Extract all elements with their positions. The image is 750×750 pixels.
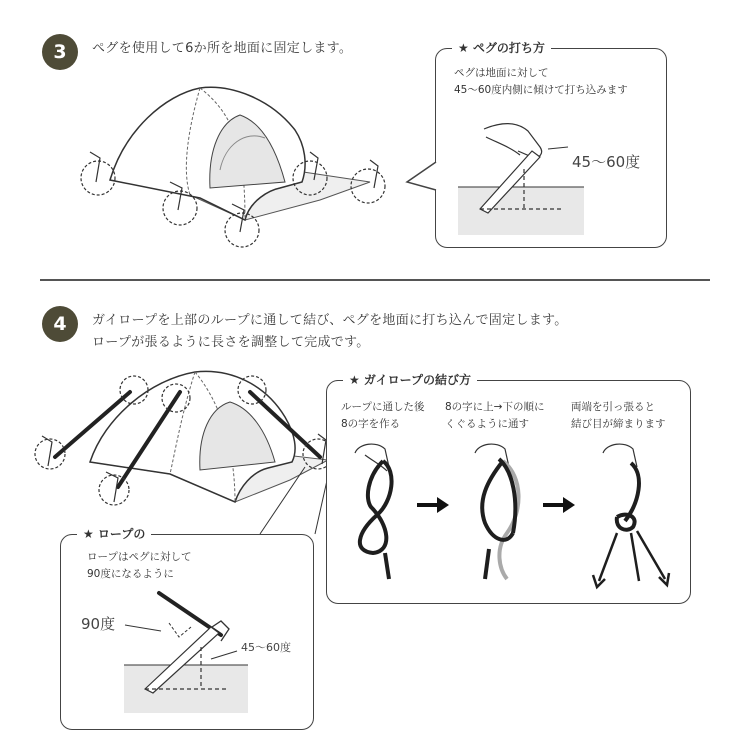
peg-angle-small-label: 45〜60度: [241, 641, 291, 654]
step-3-badge: 3: [42, 34, 78, 70]
rope-callout-desc-2: 90度になるように: [87, 568, 174, 580]
peg-callout-tail: [405, 160, 437, 200]
knot-step-3-illustration: [593, 444, 669, 587]
step-4-badge: 4: [42, 306, 78, 342]
peg-callout-desc-2: 45〜60度内側に傾けて打ち込みます: [454, 84, 628, 96]
knot-step-3-caption-line-2: 結び目が締まります: [571, 418, 666, 430]
knot-step-2-caption-line-1: 8の字に上→下の順に: [445, 401, 545, 413]
rope-callout-desc-1: ロープはペグに対して: [87, 551, 192, 563]
knot-callout-title: ★ ガイロープの結び方: [343, 371, 477, 388]
peg-angle-diagram: [436, 109, 668, 249]
peg-callout-desc-1: ペグは地面に対して: [454, 67, 549, 79]
step-4-tent-illustration: [30, 362, 350, 527]
peg-angle-label: 45〜60度: [572, 153, 641, 171]
section-divider: [40, 279, 710, 281]
rope-angle-diagram: [61, 585, 315, 731]
knot-step-1-caption-line-2: 8の字を作る: [341, 418, 401, 430]
knot-step-2-caption-line-2: くぐるように通す: [445, 418, 529, 430]
knot-step-2-illustration: [475, 444, 519, 579]
step-4-instruction-line-1: ガイロープを上部のループに通して結び、ペグを地面に打ち込んで固定します。: [92, 313, 568, 328]
step-3-instruction: ペグを使用して6か所を地面に固定します。: [92, 41, 353, 56]
peg-callout-title: ★ ペグの打ち方: [452, 39, 551, 56]
knot-callout: [326, 373, 691, 604]
peg-callout: [435, 41, 667, 248]
rope-callout: [60, 527, 314, 730]
step-4-instruction-line-2: ロープが張るように長さを調整して完成です。: [92, 335, 370, 350]
knot-step-1-illustration: [355, 444, 392, 579]
knot-step-3-caption-line-1: 両端を引っ張ると: [571, 401, 655, 413]
knot-step-1-caption-line-1: ループに通した後: [341, 401, 425, 413]
knot-steps-diagram: [327, 441, 692, 605]
rope-callout-title: ★ ロープの: [77, 525, 151, 542]
step-3-tent-illustration: [70, 70, 410, 260]
rope-angle-90-label: 90度: [81, 615, 116, 633]
